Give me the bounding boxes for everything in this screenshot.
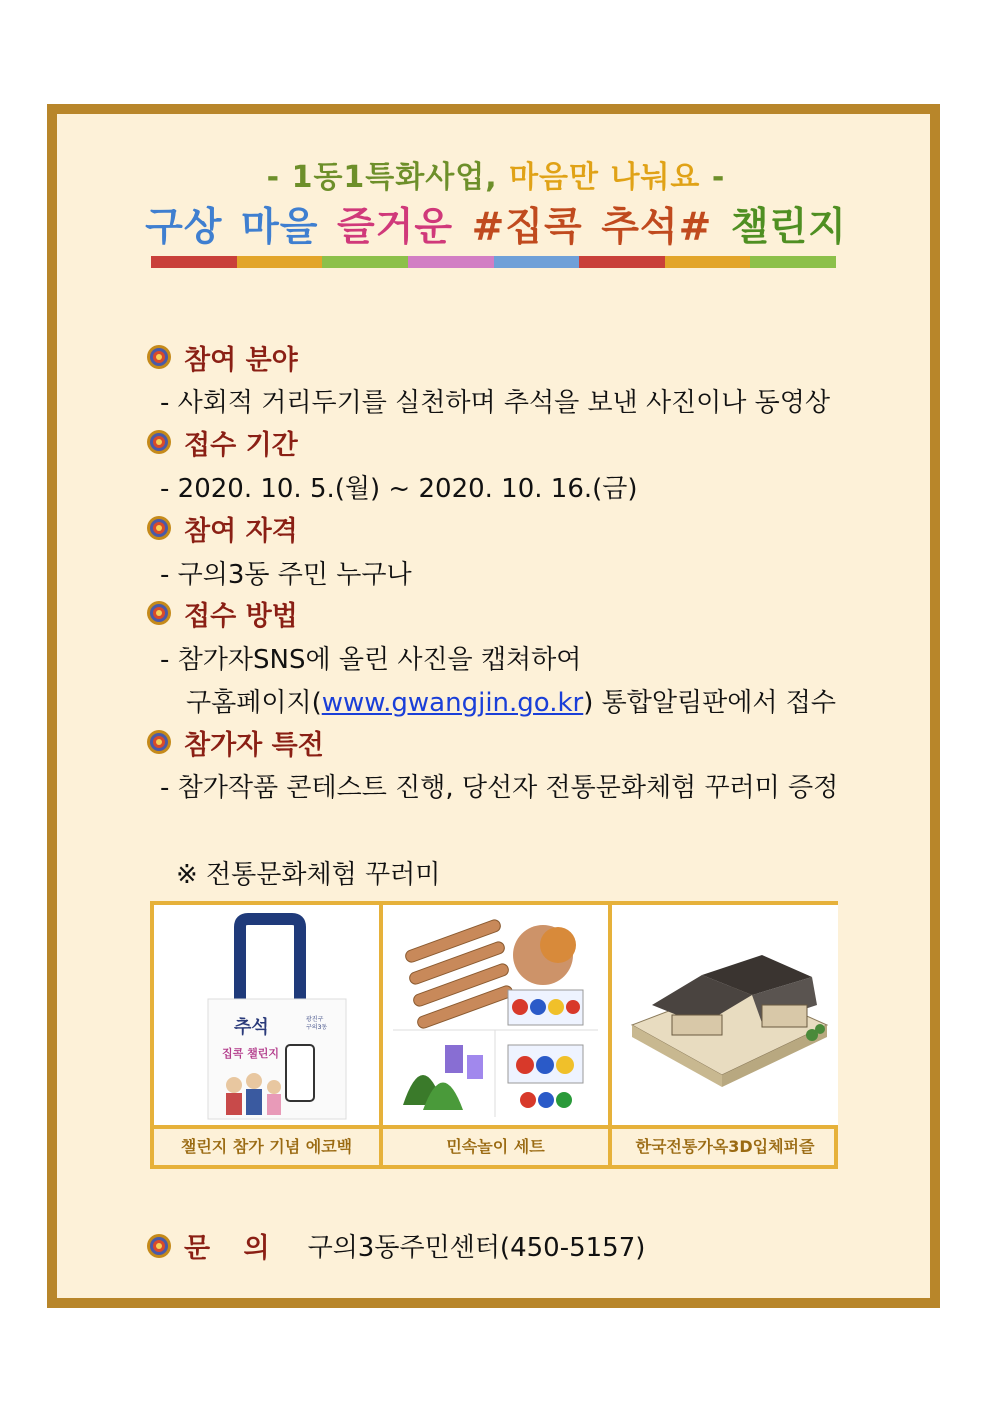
heading-text: 참가자 특전 xyxy=(184,729,324,761)
flower-emblem-icon xyxy=(146,515,172,541)
folk-game-image xyxy=(383,905,612,1125)
stripe-segment xyxy=(665,256,751,268)
section-line: - 구의3동 주민 누구나 xyxy=(160,560,412,590)
page-title xyxy=(0,196,992,252)
section-line: - 참가자SNS에 올린 사진을 캡쳐하여 xyxy=(160,645,582,675)
subtitle-part: - 1동1특화사업, xyxy=(266,160,498,195)
flower-emblem-icon xyxy=(146,344,172,370)
folk-game-illustration xyxy=(383,905,608,1125)
contact-row xyxy=(146,1226,645,1265)
stripe-segment xyxy=(579,256,665,268)
section-heading xyxy=(146,425,298,459)
bag-title: 추석 xyxy=(234,1017,269,1038)
title-word: 마을 xyxy=(241,205,319,250)
hanok-puzzle-illustration xyxy=(612,905,838,1125)
gift-table xyxy=(150,901,838,1169)
stripe-segment xyxy=(494,256,580,268)
stripe-segment xyxy=(408,256,494,268)
contact-value: 구의3동주민센터(450-5157) xyxy=(307,1233,646,1263)
color-stripe xyxy=(151,256,836,268)
title-word: 추석# xyxy=(601,205,713,250)
section-line: - 참가작품 콘테스트 진행, 당선자 전통문화체험 꾸러미 증정 xyxy=(160,773,839,803)
contact-label: 문 의 xyxy=(184,1233,282,1264)
heading-text: 참여 자격 xyxy=(184,515,298,547)
stripe-segment xyxy=(322,256,408,268)
ecobag-image xyxy=(154,905,383,1125)
gift-note: ※ 전통문화체험 꾸러미 xyxy=(176,860,441,890)
stripe-segment xyxy=(151,256,237,268)
section-heading xyxy=(146,340,298,374)
heading-text: 접수 방법 xyxy=(184,600,298,632)
bag-brand-sub: 구의3동 xyxy=(306,1024,328,1031)
gift-caption: 민속놀이 세트 xyxy=(383,1129,612,1165)
subtitle-highlight: 마음만 나눠요 xyxy=(509,160,701,195)
title-word: 챌린지 xyxy=(730,205,847,250)
bag-subtitle: 집콕 챌린지 xyxy=(222,1047,279,1060)
heading-text: 접수 기간 xyxy=(184,429,298,461)
hanok-puzzle-image xyxy=(612,905,838,1125)
flower-emblem-icon xyxy=(146,729,172,755)
section-heading xyxy=(146,511,298,545)
section-line xyxy=(186,682,836,719)
flower-emblem-icon xyxy=(146,1233,172,1259)
gift-caption: 챌린지 참가 기념 에코백 xyxy=(154,1129,383,1165)
subtitle-part: - xyxy=(711,160,726,195)
subtitle xyxy=(0,152,992,196)
flower-emblem-icon xyxy=(146,429,172,455)
flower-emblem-icon xyxy=(146,600,172,626)
section-heading xyxy=(146,725,324,759)
heading-text: 참여 분야 xyxy=(184,344,298,376)
title-word: #집콕 xyxy=(471,205,583,250)
ecobag-illustration xyxy=(154,905,379,1125)
section-line: - 사회적 거리두기를 실천하며 추석을 보낸 사진이나 동영상 xyxy=(160,388,831,418)
section-heading xyxy=(146,596,298,630)
stripe-segment xyxy=(750,256,836,268)
title-word: 즐거운 xyxy=(337,205,454,250)
homepage-link[interactable]: www.gwangjin.go.kr xyxy=(321,688,584,718)
stripe-segment xyxy=(237,256,323,268)
section-line: - 2020. 10. 5.(월) ~ 2020. 10. 16.(금) xyxy=(160,474,638,504)
line-text: ) 통합알림판에서 접수 xyxy=(583,688,836,718)
bag-brand: 광진구 xyxy=(306,1016,324,1023)
line-text: 구홈페이지( xyxy=(186,688,322,718)
title-word: 구상 xyxy=(145,205,223,250)
gift-caption: 한국전통가옥3D입체퍼즐 xyxy=(635,1137,815,1156)
